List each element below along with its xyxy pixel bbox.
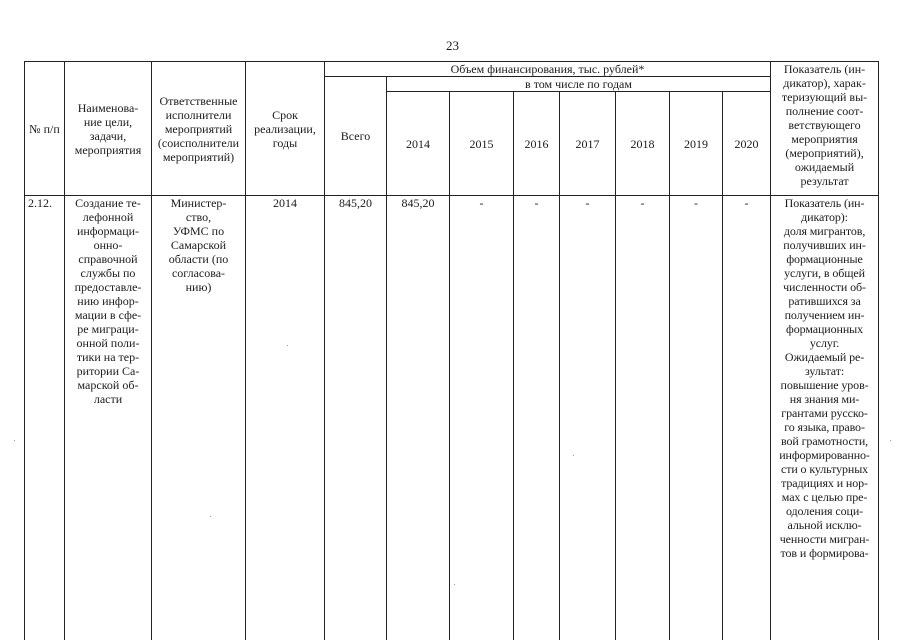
page-number: 23 xyxy=(446,38,459,53)
header-funding-group: Объем финансирования, тыс. рублей* xyxy=(325,62,771,77)
row-executors: Министер- ство, УФМС по Самарской области (по согласова- нию) xyxy=(152,196,246,640)
scan-speck xyxy=(890,440,891,441)
scan-speck xyxy=(573,455,574,456)
row-year-value: - xyxy=(616,196,670,640)
row-term: 2014 xyxy=(246,196,325,640)
header-indicator: Показатель (ин- дикатор), харак- теризующий вы- полнение соот- ветствующего мероприятия (мероприятий), ожидаемый результат xyxy=(771,62,879,196)
header-by-years-group: в том числе по годам xyxy=(387,77,771,92)
row-year-value: - xyxy=(560,196,616,640)
row-year-value: - xyxy=(670,196,723,640)
row-year-value: 845,20 xyxy=(387,196,450,640)
row-indicator: Показатель (ин- дикатор): доля мигрантов, получивших ин- формационные услуги, в общей численности об- ратившихся за получением ин- формационных услуг. Ожидаемый ре- зультат: повышение уров- ня знания ми- грантами русско- го языка, право- вой грамотности, информированно- сти о культурных традициях и нор- мах с целью пре- одоления соци- альной исклю- ченности мигран- тов и формирова- xyxy=(771,196,879,640)
header-name: Наименова- ние цели, задачи, мероприятия xyxy=(65,62,152,196)
row-total: 845,20 xyxy=(325,196,387,640)
scan-speck xyxy=(14,440,15,441)
funding-table xyxy=(24,61,879,640)
scan-speck xyxy=(210,516,211,517)
header-year: 2018 xyxy=(616,92,670,196)
row-year-value: - xyxy=(450,196,514,640)
header-year: 2014 xyxy=(387,92,450,196)
header-executors: Ответственные исполнители мероприятий (соисполнители мероприятий) xyxy=(152,62,246,196)
row-year-value: - xyxy=(514,196,560,640)
row-name: Создание те- лефонной информаци- онно- справочной службы по предоставле- нию инфор- мации в сфе- ре миграци- онной поли- тики на тер- ритории Са- марской об- ласти xyxy=(65,196,152,640)
header-year: 2020 xyxy=(723,92,771,196)
header-year: 2017 xyxy=(560,92,616,196)
header-number: № п/п xyxy=(25,62,65,196)
header-total: Всего xyxy=(325,77,387,196)
header-year: 2015 xyxy=(450,92,514,196)
header-term: Срок реализации, годы xyxy=(246,62,325,196)
table-row xyxy=(25,196,879,640)
scan-speck xyxy=(454,584,455,585)
header-year: 2019 xyxy=(670,92,723,196)
scan-speck xyxy=(287,345,288,346)
row-number: 2.12. xyxy=(25,196,65,640)
row-year-value: - xyxy=(723,196,771,640)
header-year: 2016 xyxy=(514,92,560,196)
